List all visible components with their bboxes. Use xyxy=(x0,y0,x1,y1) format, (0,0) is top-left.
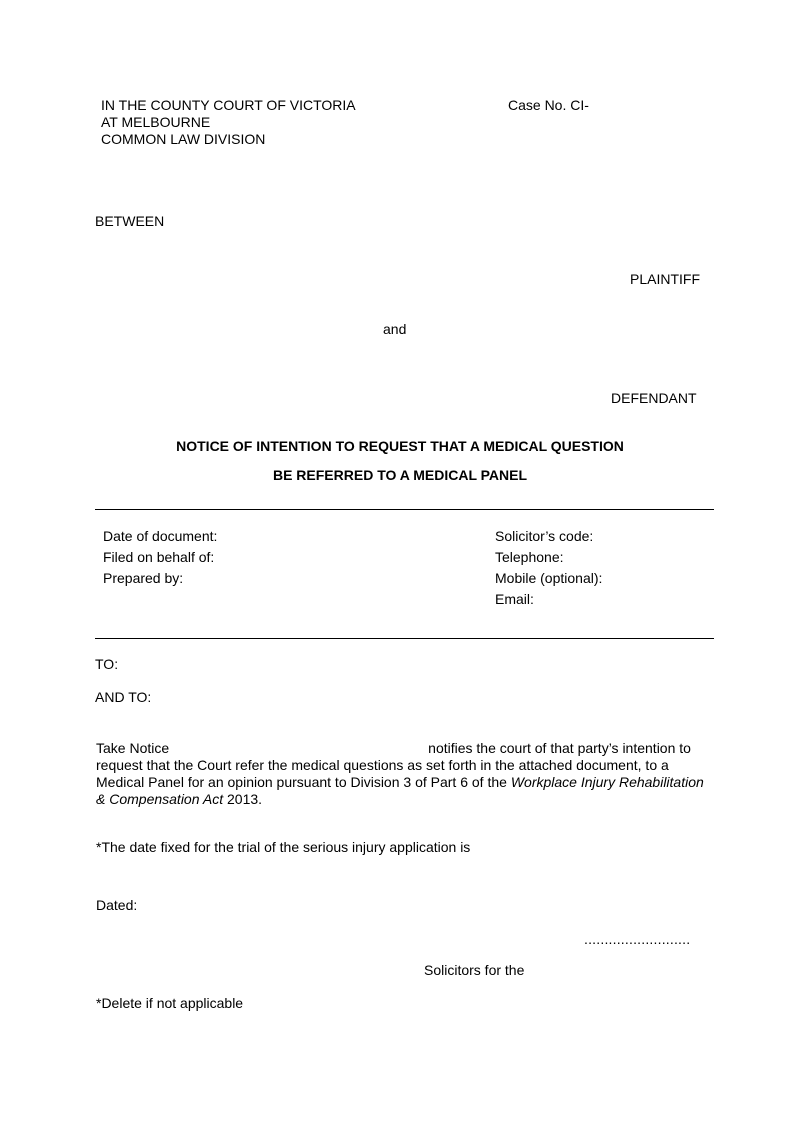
divider-top xyxy=(95,509,714,510)
plaintiff-label: PLAINTIFF xyxy=(630,271,701,287)
defendant-label: DEFENDANT xyxy=(611,390,697,406)
act-year: 2013. xyxy=(223,791,263,807)
notice-title-line2: BE REFERRED TO A MEDICAL PANEL xyxy=(272,467,528,483)
take-notice-label: Take Notice xyxy=(96,740,170,756)
solicitor-code-label: Solicitor’s code: xyxy=(495,528,594,544)
divider-bottom xyxy=(95,638,714,639)
solicitors-for-label: Solicitors for the xyxy=(424,962,525,978)
court-name: IN THE COUNTY COURT OF VICTORIA xyxy=(101,97,356,113)
court-header xyxy=(101,97,356,148)
dated-label: Dated: xyxy=(96,897,138,913)
notice-paragraph xyxy=(96,740,708,808)
footnote: *Delete if not applicable xyxy=(96,995,244,1011)
court-division: COMMON LAW DIVISION xyxy=(101,131,266,147)
notice-body: notifies the court of that party’s intention to request that the Court refer the medical questions as set forth in the attached document, to a Medical Panel for an opinion pursuant to Division 3 of Part 6 of the xyxy=(96,740,691,790)
act-name: Workplace Injury Rehabilitation & Compensation Act xyxy=(96,774,704,807)
telephone-label: Telephone: xyxy=(495,549,564,565)
filed-on-behalf-label: Filed on behalf of: xyxy=(103,549,215,565)
court-location: AT MELBOURNE xyxy=(101,114,211,130)
trial-date-statement: *The date fixed for the trial of the serious injury application is xyxy=(96,839,471,855)
to-label: TO: xyxy=(95,656,119,672)
document-details-right xyxy=(495,526,602,610)
and-to-label: AND TO: xyxy=(95,689,152,705)
and-label: and xyxy=(383,321,407,337)
mobile-label: Mobile (optional): xyxy=(495,570,603,586)
prepared-by-label: Prepared by: xyxy=(103,570,184,586)
between-label: BETWEEN xyxy=(95,213,165,229)
email-label: Email: xyxy=(495,591,534,607)
case-number: Case No. CI- xyxy=(508,97,589,113)
document-details-left xyxy=(103,526,217,589)
signature-line: .......................... xyxy=(584,931,691,947)
date-of-document-label: Date of document: xyxy=(103,528,218,544)
notice-title-line1: NOTICE OF INTENTION TO REQUEST THAT A MEDICAL QUESTION xyxy=(176,438,624,454)
